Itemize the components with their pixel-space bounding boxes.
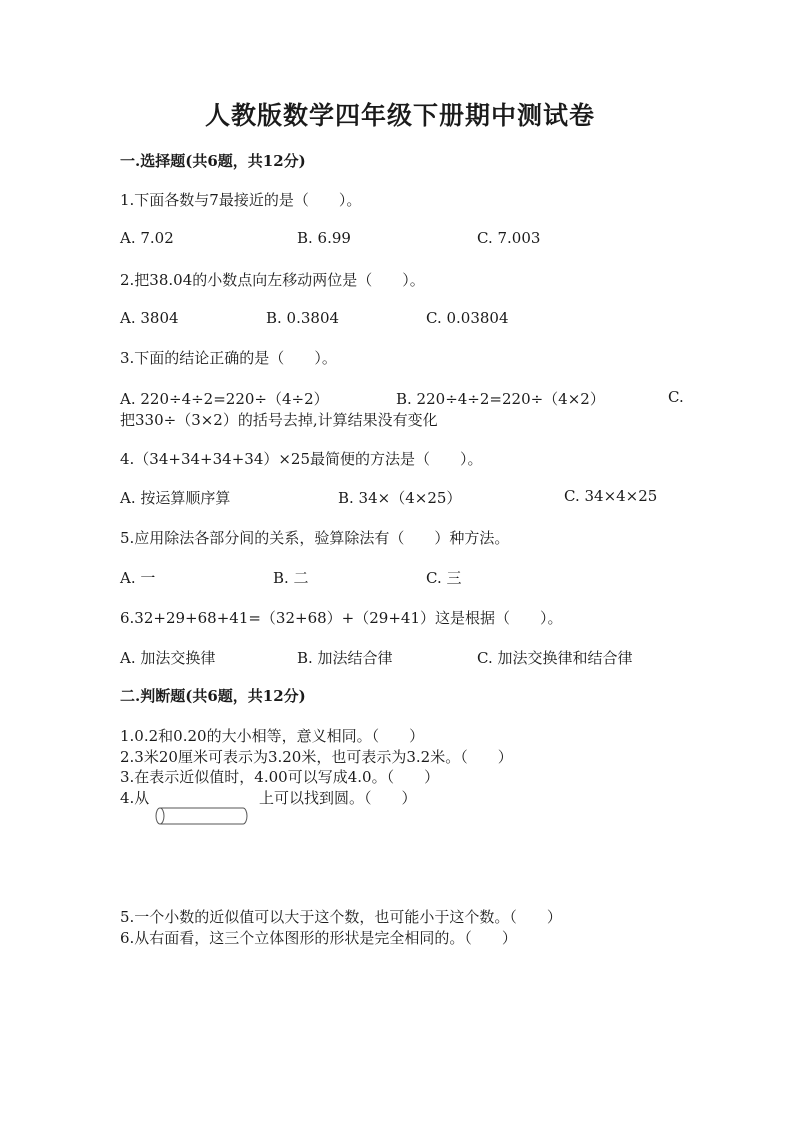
question-1-stem: 1.下面各数与7最接近的是（ ）。 [120,191,362,209]
question-3-option-b: B. 220÷4÷2=220÷（4×2） [396,390,605,408]
question-6-stem: 6.32+29+68+41=（32+68）+（29+41）这是根据（ ）。 [120,609,563,627]
question-2-stem: 2.把38.04的小数点向左移动两位是（ ）。 [120,271,425,289]
judgement-item-5: 5.一个小数的近似值可以大于这个数，也可能小于这个数。（ ） [120,908,562,926]
question-6-option-a: A. 加法交换律 [120,649,216,667]
question-1-option-b: B. 6.99 [297,229,351,247]
question-4-stem: 4.（34+34+34+34）×25最简便的方法是（ ）。 [120,450,483,468]
question-5-stem: 5.应用除法各部分间的关系，验算除法有（ ）种方法。 [120,529,510,547]
question-3-option-a: A. 220÷4÷2=220÷（4÷2） [120,390,329,408]
question-3-option-c: C. [668,388,684,406]
section-heading-judgement: 二.判断题(共6题，共12分) [120,687,306,705]
judgement-item-1: 1.0.2和0.20的大小相等，意义相同。（ ） [120,727,425,745]
question-5-option-a: A. 一 [120,569,156,587]
judgement-item-3: 3.在表示近似值时，4.00可以写成4.0。（ ） [120,768,440,786]
question-2-option-c: C. 0.03804 [426,309,509,327]
question-3-option-c-text: 把330÷（3×2）的括号去掉,计算结果没有变化 [120,411,438,429]
question-5-option-b: B. 二 [273,569,309,587]
judgement-item-4-suffix: 上可以找到圆。（ ） [259,789,417,807]
question-1-option-c: C. 7.003 [477,229,541,247]
question-4-option-c: C. 34×4×25 [564,487,658,505]
judgement-item-2: 2.3米20厘米可表示为3.20米，也可表示为3.2米。（ ） [120,748,513,766]
question-1-option-a: A. 7.02 [120,229,174,247]
question-2-option-a: A. 3804 [120,309,179,327]
judgement-item-6: 6.从右面看，这三个立体图形的形状是完全相同的。（ ） [120,929,517,947]
question-5-option-c: C. 三 [426,569,462,587]
section-heading-choice: 一.选择题(共6题，共12分) [120,152,306,170]
question-6-option-b: B. 加法结合律 [297,649,393,667]
cylinder-figure [155,807,250,825]
question-3-stem: 3.下面的结论正确的是（ ）。 [120,349,337,367]
question-2-option-b: B. 0.3804 [266,309,340,327]
judgement-item-4-prefix: 4.从 [120,789,150,807]
page-title: 人教版数学四年级下册期中测试卷 [204,101,595,130]
question-4-option-b: B. 34×（4×25） [338,489,462,507]
question-4-option-a: A. 按运算顺序算 [120,489,231,507]
question-6-option-c: C. 加法交换律和结合律 [477,649,633,667]
